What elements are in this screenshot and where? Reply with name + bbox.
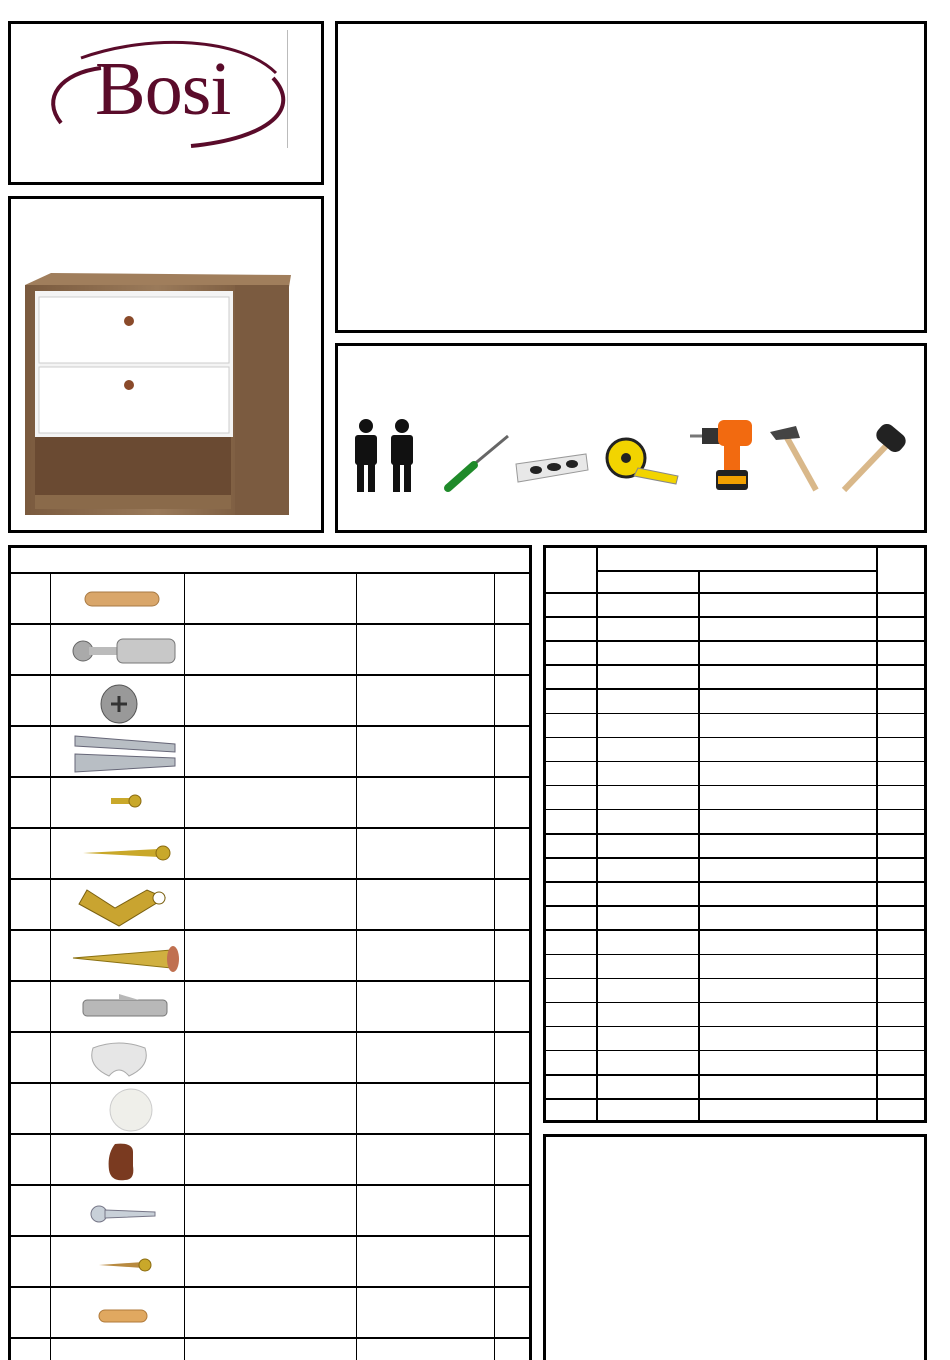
- table-row-line: [546, 1074, 924, 1076]
- cordless-drill-icon: [688, 416, 758, 494]
- logo-panel: [8, 21, 324, 185]
- hammer-icon: [766, 426, 822, 494]
- table-row-line: [546, 785, 924, 787]
- small-dowel-icon: [59, 1304, 179, 1328]
- table-row-line: [546, 761, 924, 763]
- tools-panel: [335, 343, 927, 533]
- plastic-corner-icon: [59, 1036, 179, 1082]
- table-row-line: [546, 1002, 924, 1004]
- product-image-panel: [8, 196, 324, 533]
- table-row: [11, 1339, 529, 1360]
- column-divider: [698, 570, 700, 1122]
- table-row-line: [546, 833, 924, 835]
- brass-screw-icon: [59, 1254, 179, 1276]
- logo-divider: [287, 30, 288, 148]
- knob-icon: [59, 1138, 179, 1186]
- screwdriver-icon: [442, 432, 512, 494]
- panels-table: [543, 545, 927, 1123]
- table-row-line: [546, 688, 924, 690]
- tape-measure-icon: [604, 434, 680, 490]
- drawer-slide-rail-icon: [59, 732, 179, 776]
- wooden-dowel-icon: [59, 586, 179, 614]
- brand-logo: Bosi: [95, 47, 231, 131]
- table-row-line: [546, 857, 924, 859]
- parts-table: [8, 545, 532, 1360]
- table-row-line: [546, 640, 924, 642]
- table-row-line: [546, 881, 924, 883]
- corner-bracket-icon: [59, 884, 179, 928]
- table-row-line: [546, 929, 924, 931]
- cam-lock-icon: [59, 682, 179, 726]
- nightstand-drawing: [21, 269, 301, 519]
- table-row-line: [546, 1050, 924, 1052]
- long-screw-icon: [59, 840, 179, 866]
- table-row-line: [546, 1098, 924, 1100]
- silver-screw-icon: [59, 1200, 179, 1228]
- table-row-line: [546, 809, 924, 811]
- notes-panel: [543, 1134, 927, 1360]
- cam-bolt-icon: [59, 631, 179, 671]
- table-row-line: [546, 616, 924, 618]
- table-row-line: [546, 905, 924, 907]
- cover-cap-icon: [59, 1086, 179, 1134]
- table-row-line: [546, 737, 924, 739]
- two-people-icon: [350, 418, 420, 494]
- short-screw-icon: [59, 790, 179, 814]
- table-row-line: [546, 1026, 924, 1028]
- table-row-line: [546, 954, 924, 956]
- wall-screw-icon: [59, 940, 179, 976]
- mallet-icon: [840, 422, 914, 494]
- table-row-line: [546, 978, 924, 980]
- info-panel: [335, 21, 927, 333]
- table-row-line: [546, 664, 924, 666]
- wall-plug-icon: [59, 992, 179, 1024]
- table-row-line: [546, 592, 924, 594]
- subheader-divider: [596, 570, 876, 572]
- spirit-level-icon: [514, 450, 590, 486]
- parts-table-header: [11, 548, 529, 574]
- table-row-line: [546, 713, 924, 715]
